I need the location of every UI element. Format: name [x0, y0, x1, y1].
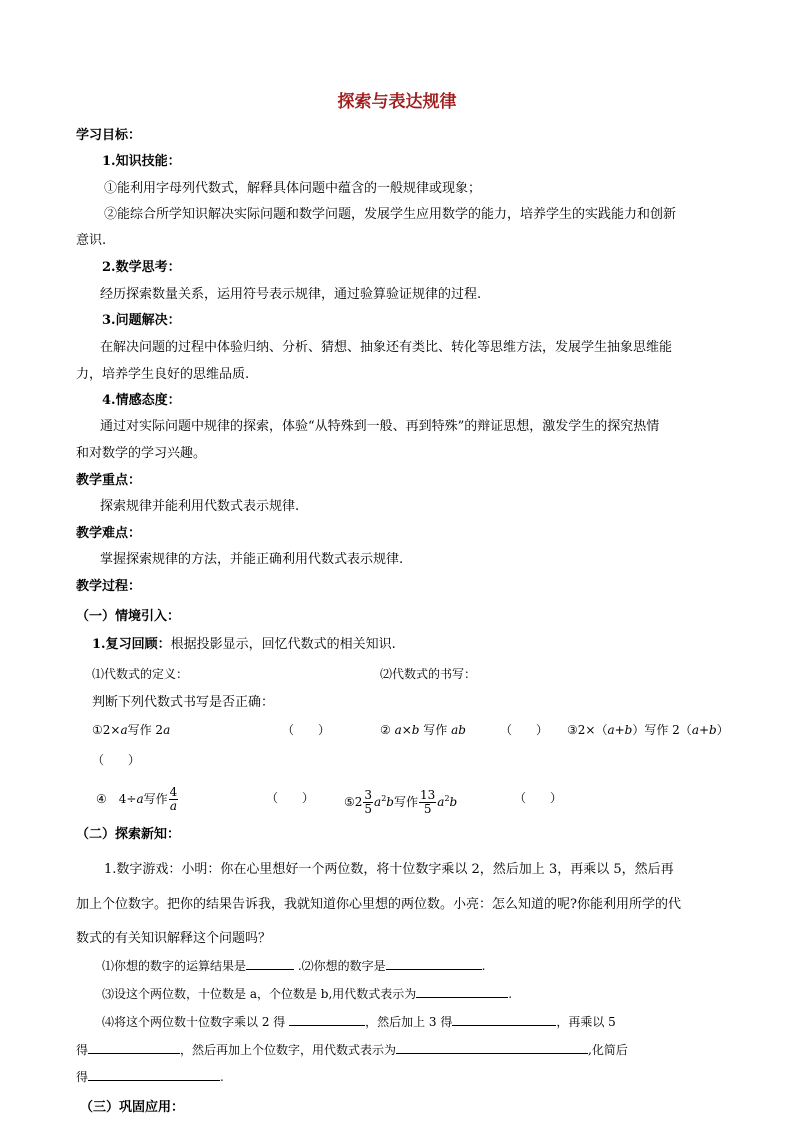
blank-simplified[interactable] — [88, 1068, 220, 1081]
game-text-1: 1.数字游戏：小明：你在心里想好一个两位数，将十位数字乘以 2，然后加上 3，再乘以 5，然后再 — [104, 862, 674, 877]
blank-result[interactable] — [246, 957, 294, 970]
item-3: ③2×（a+b）写作 2（a+b） — [567, 723, 729, 737]
answer-paren-2: （ ） — [500, 723, 549, 737]
problem-text-2: 力，培养学生良好的思维品质. — [76, 367, 250, 382]
process-heading: 教学过程： — [76, 579, 142, 594]
difficulty-heading: 教学难点： — [76, 526, 142, 541]
blank-full-expression[interactable] — [396, 1041, 588, 1054]
answer-paren-5: （ ） — [514, 791, 563, 805]
knowledge-item-2: ②能综合所学知识解决实际问题和数学问题，发展学生应用数学的能力，培养学生的实践能力和创新 — [104, 207, 677, 222]
blank-times-2[interactable] — [289, 1013, 365, 1026]
fill-question-1: ⑴你想的数字的运算结果是 .⑵你想的数字是 . — [102, 959, 486, 973]
game-text-3: 数式的有关知识解释这个问题吗？ — [76, 931, 272, 946]
page-title: 探索与表达规律 — [337, 92, 457, 112]
thinking-text: 经历探索数量关系，运用符号表示规律，通过验算验证规律的过程. — [100, 287, 482, 302]
problem-text-1: 在解决问题的过程中体验归纳、分析、猜想、抽象还有类比、转化等思维方法，发展学生抽象思维能 — [100, 340, 673, 355]
game-text-2: 加上个位数字。把你的结果告诉我，我就知道你心里想的两位数。小亮：怎么知道的呢?你能利用所学的代 — [76, 897, 681, 912]
fill-question-3: ⑶设这个两位数，十位数是 a，个位数是 b,用代数式表示为 . — [102, 987, 513, 1001]
review-text: 根据投影显示，回忆代数式的相关知识. — [170, 637, 396, 652]
item-4: ④ 4÷a写作 $\frac{4}{a}$ — [96, 785, 178, 813]
answer-paren-1: （ ） — [282, 723, 331, 737]
difficulty-text: 掌握探索规律的方法，并能正确利用代数式表示规律. — [100, 552, 404, 567]
fraction-13-over-5: $\frac{13}{5}$ — [420, 788, 436, 816]
item-2: ② a×b 写作 ab — [380, 723, 466, 737]
fraction-3-over-5: $\frac{3}{5}$ — [364, 788, 373, 816]
key-point-heading: 教学重点： — [76, 473, 142, 488]
section-problem-heading: 3.问题解决： — [102, 313, 181, 328]
blank-plus-3[interactable] — [452, 1013, 556, 1026]
judge-instruction: 判断下列代数式书写是否正确： — [92, 695, 275, 710]
blank-expression[interactable] — [416, 985, 508, 998]
section-attitude-heading: 4.情感态度： — [102, 393, 181, 408]
question-writing: ⑵代数式的书写： — [380, 667, 477, 681]
fill-question-4-cont: 得 ，然后再加上个位数字，用代数式表示为 ,化简后 — [76, 1043, 628, 1057]
knowledge-item-2-cont: 意识. — [76, 233, 107, 248]
key-point-text: 探索规律并能利用代数式表示规律. — [100, 499, 300, 514]
item-1: ①2×a写作 2a — [92, 723, 171, 737]
review-label: 1.复习回顾： — [92, 637, 171, 652]
attitude-text-2: 和对数学的学习兴趣。 — [76, 446, 207, 461]
part2-heading: （二）探索新知： — [76, 827, 181, 842]
part1-heading: （一）情境引入： — [76, 609, 181, 624]
item-5: ⑤2 $\frac{3}{5}$ $a^2b$写作 $\frac{13}{5}$ $a^2b$ — [344, 788, 458, 816]
knowledge-item-1: ①能利用字母列代数式，解释具体问题中蕴含的一般规律或现象； — [104, 181, 482, 196]
fraction-4-over-a: $\frac{4}{a}$ — [169, 785, 178, 813]
section-knowledge-heading: 1.知识技能： — [102, 154, 181, 169]
attitude-text-1: 通过对实际问题中规律的探索，体验“从特殊到一般、再到特殊”的辩证思想，激发学生的探究热情 — [100, 419, 660, 434]
fill-question-4: ⑷将这个两位数十位数字乘以 2 得 ，然后加上 3 得 ，再乘以 5 — [102, 1015, 616, 1029]
answer-paren-3: （ ） — [92, 753, 141, 767]
blank-times-5[interactable] — [88, 1041, 180, 1054]
section-thinking-heading: 2.数学思考： — [102, 260, 181, 275]
question-definition: ⑴代数式的定义： — [92, 667, 189, 681]
part3-heading: （三）巩固应用： — [80, 1100, 185, 1115]
fill-question-4-end: 得 . — [76, 1070, 224, 1084]
blank-number[interactable] — [386, 957, 482, 970]
answer-paren-4: （ ） — [266, 791, 315, 805]
goals-heading: 学习目标： — [76, 128, 142, 143]
review-line — [92, 636, 396, 654]
